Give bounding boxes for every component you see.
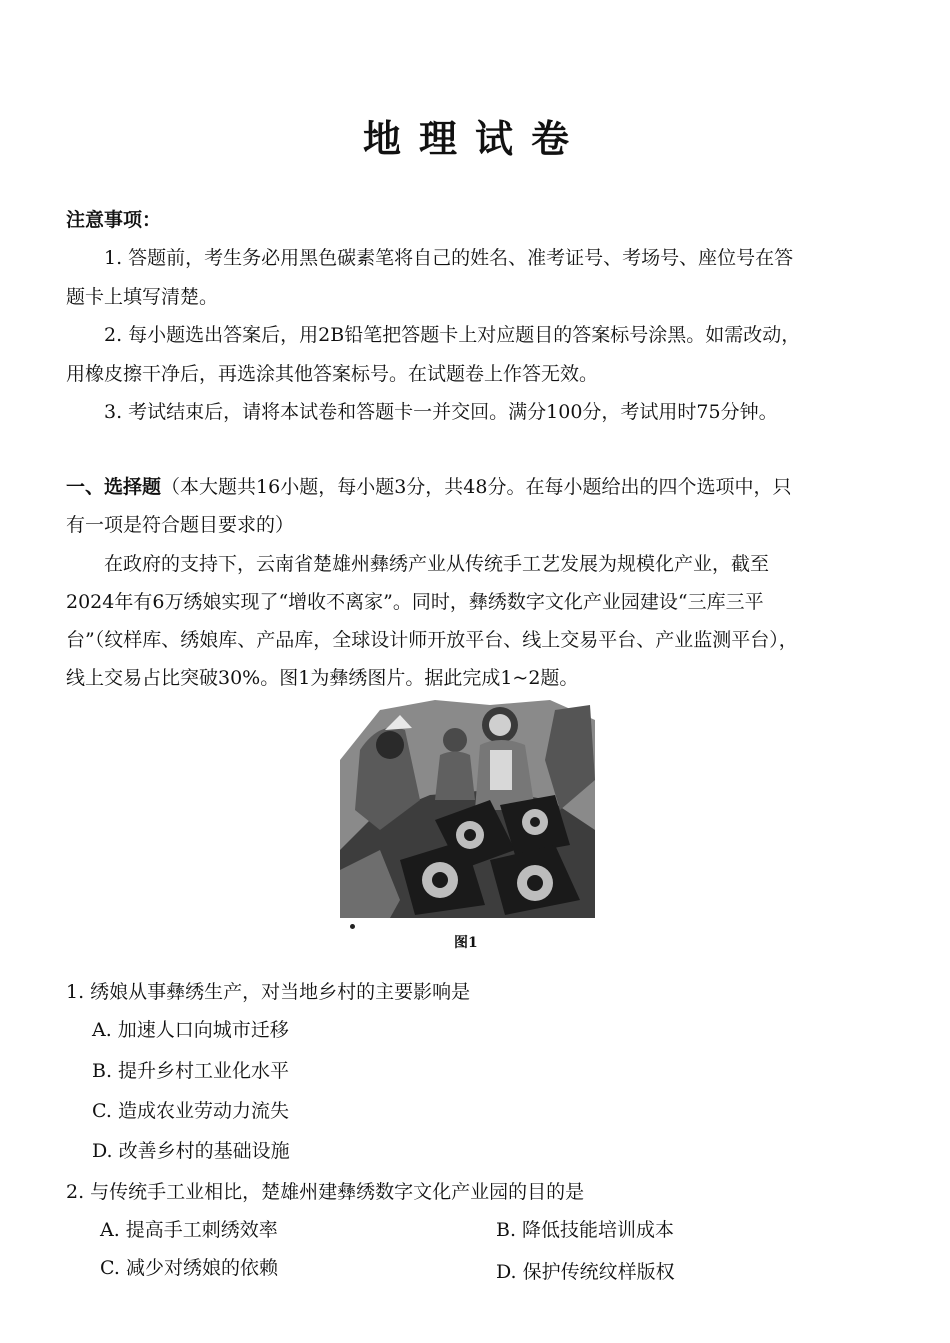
notice-item-1-line-1: 1. 答题前，考生务必用黑色碳素笔将自己的姓名、准考证号、考场号、座位号在答: [104, 247, 794, 269]
question-2-option-a: A. 提高手工刺绣效率: [100, 1219, 278, 1241]
section-1-desc-line-2: 有一项是符合题目要求的）: [66, 514, 295, 536]
notice-item-1-line-2: 题卡上填写清楚。: [66, 286, 219, 308]
notice-item-3: 3. 考试结束后，请将本试卷和答题卡一并交回。满分100分，考试用时75分钟。: [104, 401, 778, 423]
section-1-header: [66, 475, 791, 499]
section-1-desc-line-1: （本大题共16小题，每小题3分，共48分。在每小题给出的四个选项中，只: [161, 476, 792, 498]
notice-heading: 注意事项：: [66, 209, 162, 231]
figure-1-caption: 图1: [454, 935, 478, 951]
passage-line-3: 台”（纹样库、绣娘库、产品库，全球设计师开放平台、线上交易平台、产业监测平台），: [66, 629, 798, 651]
passage-line-2: 2024年有6万绣娘实现了“增收不离家”。同时，彝绣数字文化产业园建设“三库三平: [66, 591, 764, 613]
scan-dot: [350, 924, 355, 929]
question-1-option-c: C. 造成农业劳动力流失: [92, 1100, 289, 1122]
passage-line-1: 在政府的支持下，云南省楚雄州彝绣产业从传统手工艺发展为规模化产业，截至: [104, 553, 770, 575]
question-2-option-d: D. 保护传统纹样版权: [496, 1261, 675, 1283]
figure-1-embroidery-photo: [340, 700, 595, 918]
question-1-option-a: A. 加速人口向城市迁移: [92, 1019, 289, 1041]
question-2-stem: 2. 与传统手工业相比，楚雄州建彝绣数字文化产业园的目的是: [66, 1181, 585, 1203]
passage-line-4: 线上交易占比突破30%。图1为彝绣图片。据此完成1~2题。: [66, 667, 579, 689]
question-1-stem: 1. 绣娘从事彝绣生产，对当地乡村的主要影响是: [66, 981, 471, 1003]
notice-item-2-line-2: 用橡皮擦干净后，再选涂其他答案标号。在试题卷上作答无效。: [66, 363, 599, 385]
page-title: 地理试卷: [362, 116, 587, 161]
section-1-heading: 一、选择题: [66, 476, 162, 498]
question-1-option-d: D. 改善乡村的基础设施: [92, 1140, 290, 1162]
question-2-option-c: C. 减少对绣娘的依赖: [100, 1257, 278, 1279]
notice-item-2-line-1: 2. 每小题选出答案后，用2B铅笔把答题卡上对应题目的答案标号涂黑。如需改动，: [104, 324, 801, 346]
question-1-option-b: B. 提升乡村工业化水平: [92, 1060, 290, 1082]
question-2-option-b: B. 降低技能培训成本: [496, 1219, 675, 1241]
